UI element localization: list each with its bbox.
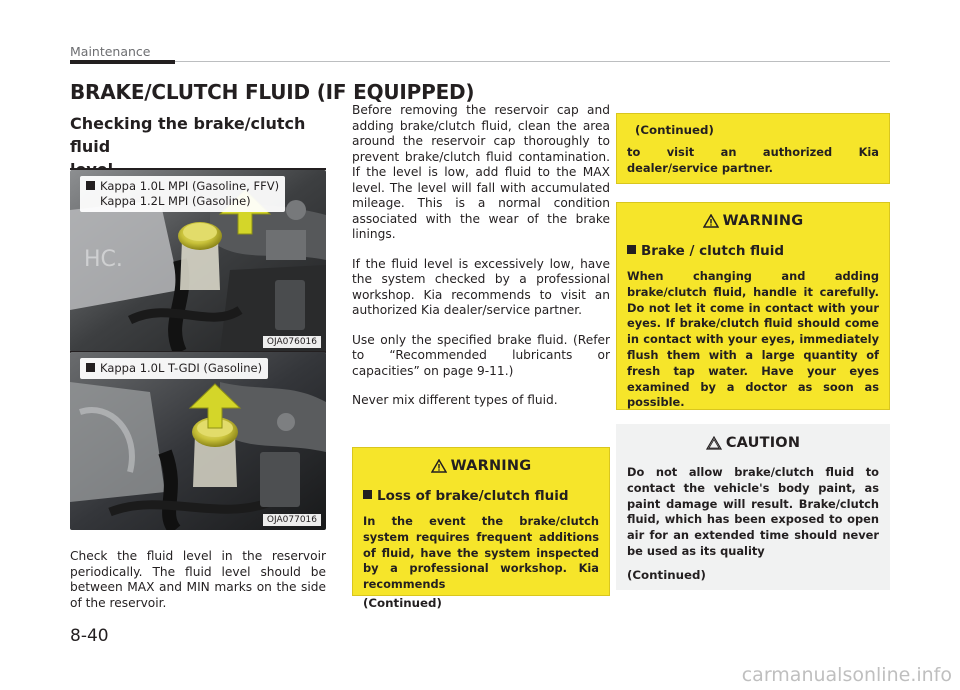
middle-paragraph: Before removing the reservoir cap and adding brake/clutch fluid, clean the area around the reservoir cap thoroughly to prevent brake/clutch fluid contamination. If the level is low, add fluid to the MAX level. The level will fall with accumulated mileage. This is a normal condition associated with the wear of the brake linings. <box>352 103 610 241</box>
figure1-caption-line1: Kappa 1.0L MPI (Gasoline, FFV) <box>100 179 280 193</box>
bullet-square-icon <box>363 490 372 499</box>
subsection-heading-line1: Checking the brake/clutch fluid <box>70 114 306 156</box>
figure2-code: OJA077016 <box>263 514 321 526</box>
middle-paragraph: If the fluid level is excessively low, have the system checked by a professional workshop. Kia recommends to visit an authorized Kia dealer/service partner. <box>352 256 610 317</box>
engine-figure-1 <box>70 170 326 352</box>
caution-body: Do not allow brake/clutch fluid to contact the vehicle's body paint, as paint damage will result. Brake/clutch fluid, which has been exposed to open air for an extended time should never be used as its quality <box>627 465 879 558</box>
caution-triangle-icon <box>706 436 722 450</box>
middle-paragraph: Never mix different types of fluid. <box>352 393 558 407</box>
warning-subtitle: Loss of brake/clutch fluid <box>363 488 599 504</box>
continued-box <box>616 113 890 184</box>
header-bar <box>70 60 175 64</box>
continued-label: (Continued) <box>363 595 442 610</box>
warning-triangle-icon <box>703 214 719 228</box>
continued-label: (Continued) <box>627 567 706 582</box>
continued-label: (Continued) <box>635 123 714 137</box>
left-body-text: Check the fluid level in the reservoir periodically. The fluid level should be between MAX and MIN marks on the side of the reservoir. <box>70 549 326 610</box>
figure2-caption <box>80 358 268 379</box>
caution-title: CAUTION <box>627 435 879 451</box>
bullet-square-icon <box>86 363 95 372</box>
figure2-caption-line1: Kappa 1.0L T-GDI (Gasoline) <box>100 361 263 375</box>
warning-title: WARNING <box>627 213 879 229</box>
warning-box-brake-loss <box>352 447 610 610</box>
warning-triangle-icon <box>431 459 447 473</box>
figure1-caption-line2: Kappa 1.2L MPI (Gasoline) <box>100 194 251 208</box>
middle-paragraph: Use only the specified brake fluid. (Refer to “Recommended lubricants or capacities” on page 9-11.) <box>352 332 610 378</box>
middle-body <box>352 103 610 409</box>
warning-subtitle: Brake / clutch fluid <box>627 243 879 259</box>
section-header: Maintenance <box>70 44 151 59</box>
warning-body: In the event the brake/clutch system requires frequent additions of fluid, have the system inspected by a professional workshop. Kia recommends <box>363 514 599 592</box>
header-rule <box>175 61 890 62</box>
engine-figure-2 <box>70 352 326 530</box>
caution-box <box>616 424 890 590</box>
continued-box-body: to visit an authorized Kia dealer/service partner. <box>627 145 879 175</box>
warning-box-brake-fluid <box>616 202 890 410</box>
bullet-square-icon <box>86 181 95 190</box>
page-title: BRAKE/CLUTCH FLUID (IF EQUIPPED) <box>70 80 475 104</box>
warning-title: WARNING <box>363 458 599 474</box>
warning-body: When changing and adding brake/clutch fluid, handle it carefully. Do not let it come in contact with your eyes. If brake/clutch fluid should come in contact with your eyes, immediately flush them with a large quantity of fresh tap water. Have your eyes examined by a doctor as soon as possible. <box>627 269 879 410</box>
page-number: 8-40 <box>70 626 109 646</box>
figure1-caption <box>80 176 285 212</box>
watermark: carmanualsonline.info <box>741 664 952 686</box>
bullet-square-icon <box>627 245 636 254</box>
svg-text:HC.: HC. <box>84 247 123 272</box>
figure1-code: OJA076016 <box>263 336 321 348</box>
